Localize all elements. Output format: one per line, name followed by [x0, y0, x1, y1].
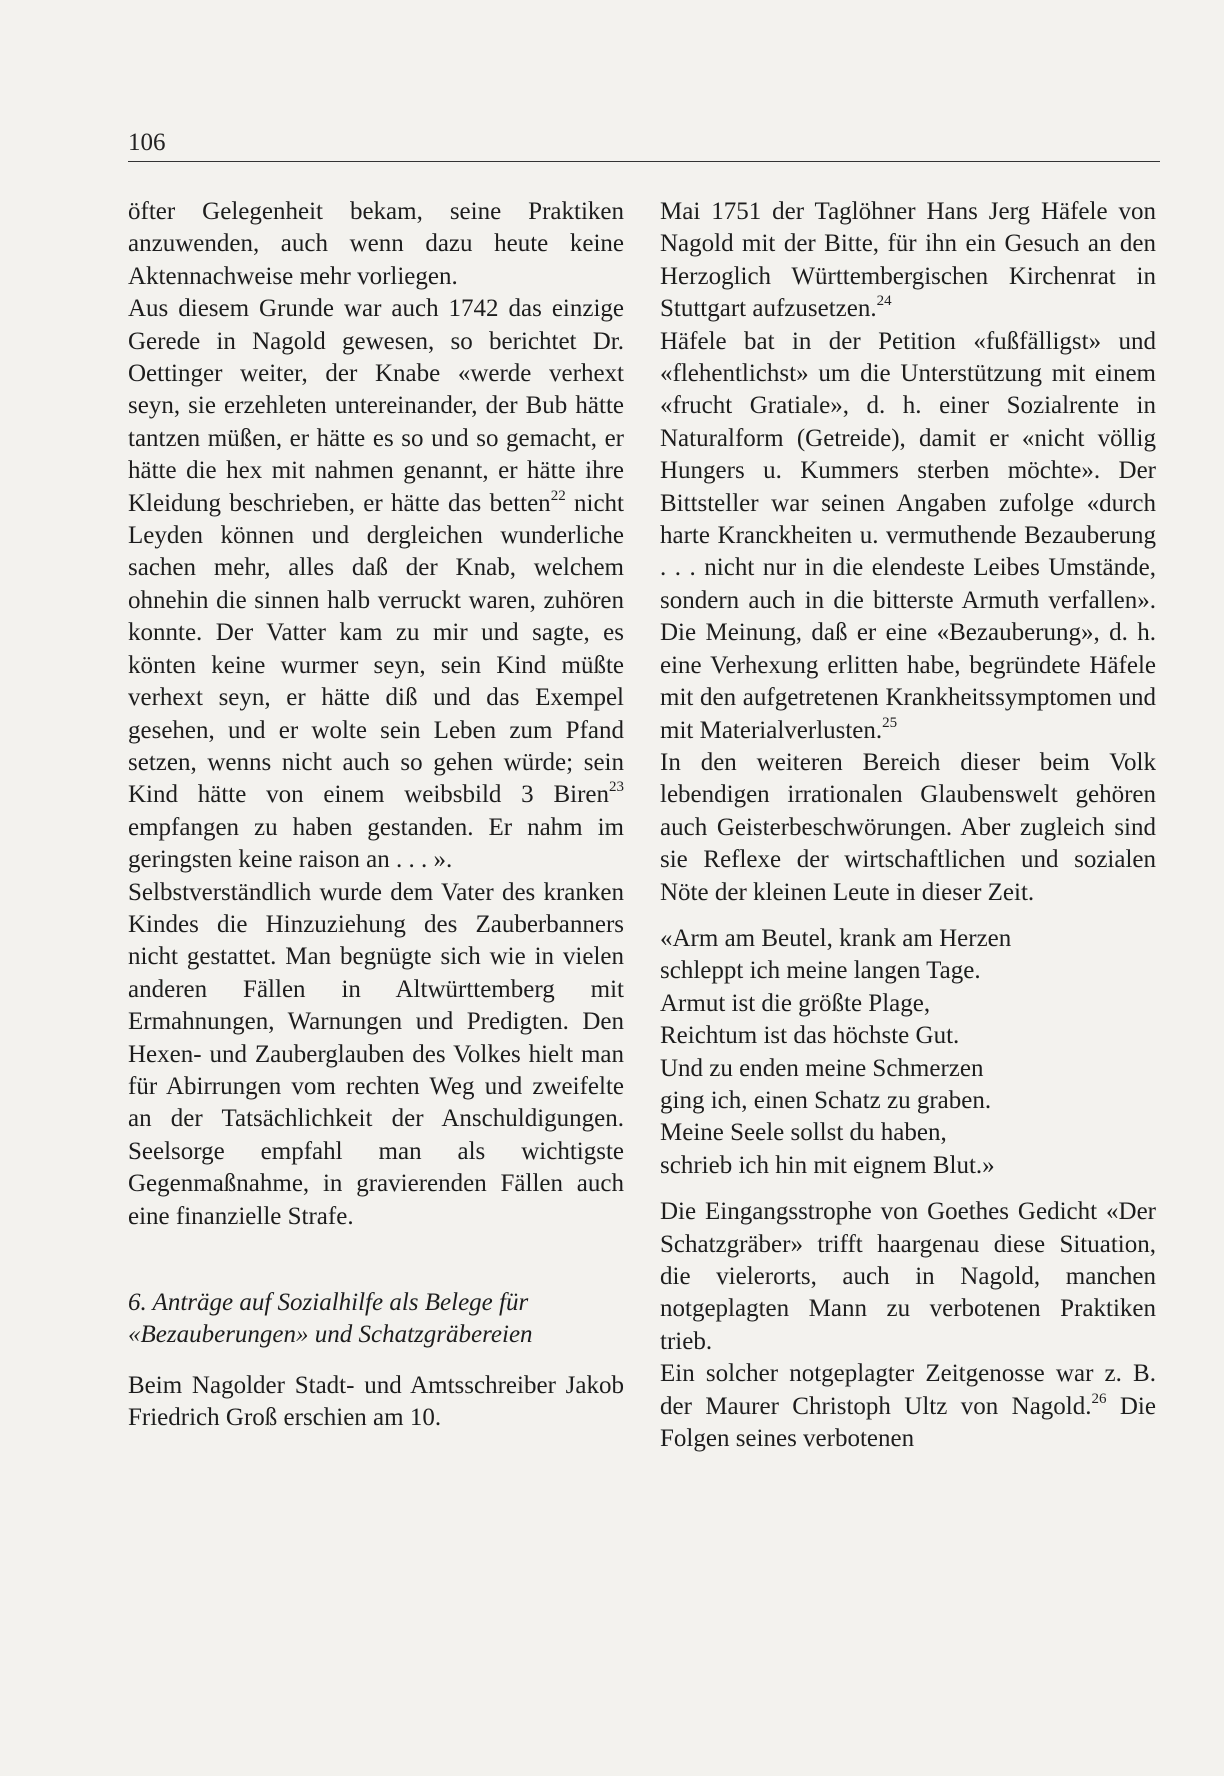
- poem-line: Reichtum ist das höchste Gut.: [660, 1022, 960, 1050]
- paragraph: In den weiteren Bereich dieser beim Volk lebendigen irrationalen Glaubenswelt gehören auch Geisterbeschwörungen. Aber zugleich sind sie Reflexe der wirtschaftlichen und sozialen Nöte der kleinen Leute in dieser Zeit.: [660, 748, 1156, 906]
- paragraph: [660, 326, 1156, 747]
- footnote-ref-22[interactable]: 22: [550, 487, 566, 504]
- footnote-ref-26[interactable]: 26: [1091, 1390, 1107, 1407]
- poem-line: schleppt ich meine langen Tage.: [660, 957, 981, 985]
- paragraph-text: empfangen zu haben gestanden. Er nahm im geringsten keine raison an . . . ».: [128, 813, 624, 874]
- paragraph-text: nicht Leyden können und dergleichen wunderliche sachen mehr, alles daß der Knab, welchem ohnehin die sinnen halb verruckt waren, zuhören konnte. Der Vatter kam zu mir und sagte, es könten keine wurmer seyn, sein Kind müßte verhext seyn, er hätte diß und das Exempel gesehen, und er wolte sein Leben zum Pfand setzen, wenns nicht auch so gehen würde; sein Kind hätte von einem weibsbild 3 Biren: [128, 489, 624, 809]
- poem-line: schrieb ich hin mit eignem Blut.»: [660, 1151, 995, 1179]
- poem-line: Armut ist die größte Plage,: [660, 989, 931, 1017]
- page-number: 106: [128, 129, 166, 156]
- paragraph-text: Aus diesem Grunde war auch 1742 das einzige Gerede in Nagold gewesen, so berichtet Dr. Oettinger weiter, der Knabe «werde verhext seyn, sie erzehleten untereinander, der Bub hätte tantzen müßen, er hätte es so und so gemacht, er hätte die hex mit nahmen genannt, er hätte ihre Kleidung beschrieben, er hätte das betten: [128, 295, 624, 517]
- poem-stanza: [660, 923, 1156, 1182]
- paragraph-text: Ein solcher notgeplagter Zeitgenosse war z. B. der Maurer Christoph Ultz von Nagold.: [660, 1360, 1156, 1420]
- paragraph-text: Häfele bat in der Petition «fußfälligst» und «flehentlichst» um die Unterstützung mit einem «frucht Gratiale», d. h. einer Sozialrente in Naturalform (Getreide), damit er «nicht völlig Hungers u. Kummers sterben möchte». Der Bittsteller war seinen Angaben zufolge «durch harte Kranckheiten u. vermuthende Bezauberung . . . nicht nur in die elendeste Leibes Umstände, sondern auch in die bitterste Armuth verfallen». Die Meinung, daß er eine «Bezauberung», d. h. eine Verhexung erlitten habe, begründete Häfele mit den aufgetretenen Krankheitssymptomen und mit Materialverlusten.: [660, 327, 1156, 744]
- footnote-ref-23[interactable]: 23: [609, 779, 624, 796]
- poem-line: Meine Seele sollst du haben,: [660, 1119, 947, 1147]
- section-heading-line: 6. Anträge auf Sozialhilfe als Belege für: [128, 1289, 529, 1316]
- section-heading: [128, 1287, 624, 1352]
- poem-line: «Arm am Beutel, krank am Herzen: [660, 924, 1012, 952]
- left-column: [128, 196, 624, 1435]
- paragraph-text: Die Folgen seines verbotenen: [660, 1392, 1156, 1453]
- paragraph-quote: [128, 293, 624, 876]
- footnote-ref-24[interactable]: 24: [876, 293, 892, 310]
- paragraph: Beim Nagolder Stadt- und Amtsschreiber Jakob Friedrich Groß erschien am 10.: [128, 1371, 624, 1432]
- paragraph: öfter Gelegenheit bekam, seine Praktiken anzuwenden, auch wenn dazu heute keine Aktennachweise mehr vorliegen.: [128, 198, 624, 290]
- paragraph-text: Mai 1751 der Taglöhner Hans Jerg Häfele von Nagold mit der Bitte, für ihn ein Gesuch an den Herzoglich Württembergischen Kirchenrat in Stuttgart aufzusetzen.: [660, 198, 1156, 323]
- poem-line: Und zu enden meine Schmerzen: [660, 1054, 984, 1082]
- right-column: [660, 196, 1156, 1455]
- poem-line: ging ich, einen Schatz zu graben.: [660, 1086, 992, 1114]
- section-heading-line: «Bezauberungen» und Schatzgräbereien: [128, 1321, 533, 1349]
- paragraph: [660, 1358, 1156, 1455]
- header-rule: [128, 161, 1160, 162]
- paragraph: Die Eingangsstrophe von Goethes Gedicht «Der Schatzgräber» trifft haargenau diese Situation, die vielerorts, auch in Nagold, manchen notgeplagten Mann zu verbotenen Praktiken trieb.: [660, 1198, 1156, 1355]
- paragraph: [660, 196, 1156, 326]
- footnote-ref-25[interactable]: 25: [882, 714, 898, 731]
- paragraph: Selbstverständlich wurde dem Vater des kranken Kindes die Hinzuziehung des Zauberbanners nicht gestattet. Man begnügte sich wie in vielen anderen Fällen in Altwürttemberg mit Ermahnungen, Warnungen und Predigten. Den Hexen- und Zauberglauben des Volkes hielt man für Abirrungen vom rechten Weg und zweifelte an der Tatsächlichkeit der Anschuldigungen. Seelsorge empfahl man als wichtigste Gegenmaßnahme, in gravierenden Fällen auch eine finanzielle Strafe.: [128, 878, 624, 1230]
